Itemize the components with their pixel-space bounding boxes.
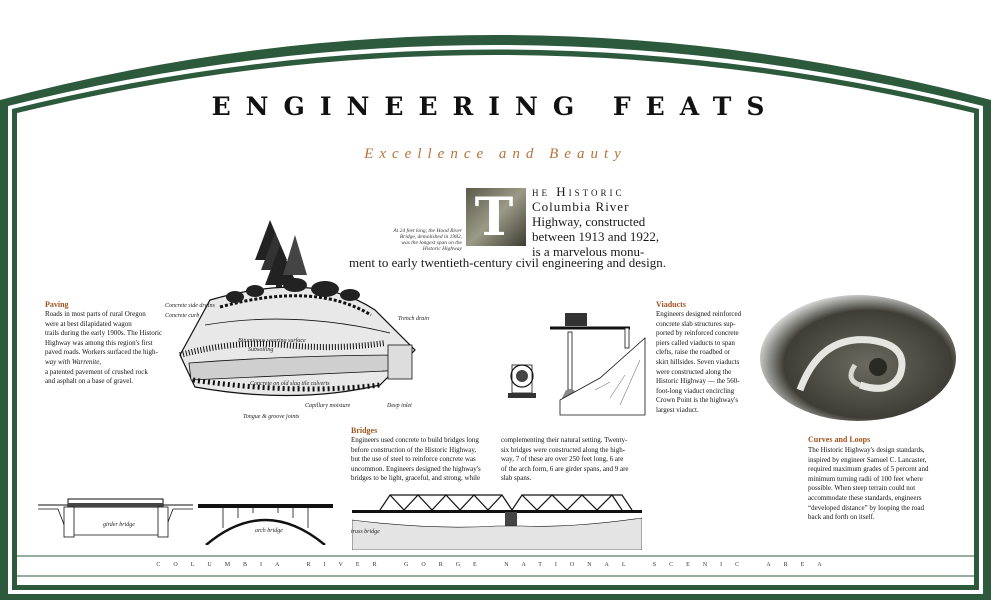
viaducts-text: Engineers designed reinforced concrete slab structures sup- ported by reinforced concrete piers called viaducts to span clefts, raise the roadbed or skirt hillsides. Seven viaducts were constructed along the Historic Highway — the 560- foot-long viaduct encircling Crown Point is the highway's largest viaduct. [656,310,742,414]
truss-bridge-illustration [352,490,642,550]
girder-bridge-label: girder bridge [103,522,135,528]
label-trench-drain: Trench drain [398,316,429,322]
bridges-heading: Bridges [351,426,378,435]
bridges-text-col1: Engineers used concrete to build bridges long before construction of the Historic Highway, but the use of steel to reinforce concrete was uncommon. Engineers designed the highway's bridges to be light, graceful, and strong, while [351,436,481,483]
label-joints: Tongue & groove joints [243,414,300,420]
bridges-text-col2: complementing their natural setting. Twenty- six bridges were constructed along the high- way, 7 of these are over 250 feet long, 6 are of the arch form, 6 are girder spans, and 9 are slab spans. [501,436,629,483]
paving-text: Roads in most parts of rural Oregon were at best dilapidated wagon trails during the early 1900s. The Historic Highway was among this region's first paved roads. Workers surfaced the high- way with Warrenite, a patented pavement of crushed rock and asphalt on a base of gravel. [45,310,163,386]
label-deep-inlet: Deep inlet [387,403,412,409]
arch-bridge-illustration [198,500,333,545]
label-culverts: Concrete on old slag tile culverts [250,381,330,387]
label-subsoiling: Subsoiling [248,347,274,353]
page-title: ENGINEERING FEATS [211,92,780,121]
paving-heading: Paving [45,300,69,309]
page-subtitle: Excellence and Beauty [364,146,627,162]
truss-bridge-label: truss bridge [351,529,380,535]
viaducts-heading: Viaducts [656,300,686,309]
intro-line-5: is a marvelous monu- [532,244,645,259]
intro-line-2: Columbia River [532,199,630,214]
intro-line-3: Highway, constructed [532,214,646,229]
label-side-drains: Concrete side drains [165,303,215,309]
intro-line-4: between 1913 and 1922, [532,229,660,244]
photo-caption: At 24 feet long, the Hood River Bridge, demolished in 1982, was the longest span on the Historic Highway [393,228,462,252]
girder-bridge-illustration [38,495,193,547]
viaduct-illustration [500,310,650,422]
curves-heading: Curves and Loops [808,435,871,444]
footer-text: COLUMBIA RIVER GORGE NATIONAL SCENIC AREA [156,562,835,568]
label-curb: Concrete curb [165,313,200,319]
curves-text: The Historic Highway's design standards, inspired by engineer Samuel C. Lancaster, required maximum grades of 5 percent and minimum turning radii of 100 feet where possible. When steep terrain could not accommodate these standards, engineers “developed distance” by looping the road back and forth on itself. [808,446,929,522]
arch-bridge-label: arch bridge [255,528,283,534]
label-capillary: Capillary moisture [305,403,351,409]
intro-line-1: he Historic [532,184,625,199]
drop-cap: T [474,187,514,248]
label-wearing-surface: Bituminous wearing surface [238,338,306,344]
intro-photo [466,188,526,246]
loop-road-photo [760,295,956,421]
intro-line-6: ment to early twentieth-century civil engineering and design. [349,255,666,270]
